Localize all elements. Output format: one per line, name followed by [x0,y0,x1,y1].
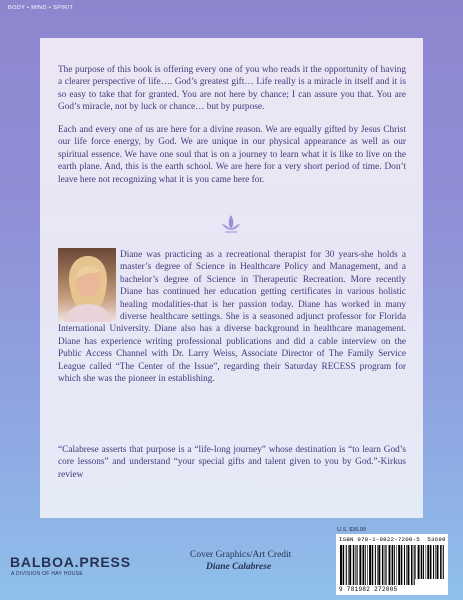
credit-label: Cover Graphics/Art Credit [190,550,292,560]
barcode [336,534,448,595]
publisher-tagline: A DIVISION OF HAY HOUSE [11,571,84,577]
credit-name: Diane Calabrese [206,562,272,572]
isbn-label: ISBN 978-1-9822-7200-5 53699 [339,536,446,543]
author-bio [58,249,406,385]
intro-paragraph-2: Each and every one of us are here for a divine reason. We are equally gifted by Jesus Christ our life force energy, by God. We are unique in our physical appearance as well as our spiritual essence. We have one soul that is on a journey to learn what it is like to live on the earth plane. And, this is the earth school. We are here for a very short period of time. Don’t leave here not recognizing what it is you came here for. [58,125,406,185]
kirkus-review: “Calabrese asserts that purpose is a “life-long journey” whose destination is “to learn God’s core lessons” and understand “your special gifts and talent given to you by God.”-Kirkus review [58,445,406,480]
category-tag: BODY • MIND • SPIRIT [8,5,74,11]
lotus-ornament-icon [220,212,242,234]
barcode-number: 9 781982 272005 [339,586,398,593]
author-bio-text: Diane was practicing as a recreational therapist for 30 years-she holds a master’s degree of Science in Healthcare Policy and Management, and a bachelor’s degree of Science in Therapeutic Recreation. More recently Diane has continued her education getting certificates in various holistic healing modalities-that is her passion today. Diane has worked in many diverse healthcare settings. She is a seasoned adjunct professor for Florida International University. Diane also has a diverse background in healthcare management. Diane has experience writing professional publications and did a cable interview on the Public Access Channel with Dr. Larry Weiss, Associate Director of The Family Service League called “The Center of the Issue”, regarding their Saturday RECESS program for which she was the pioneer in establishing. [58,250,406,385]
intro-paragraph-1: The purpose of this book is offering every one of you who reads it the opportunity of having a clearer perspective of life…. God’s greatest gift… Life really is a miracle in itself and it is so easy to take that for granted. You are not here by chance; I can assure you that. You are God’s miracle, not by luck or chance… but by purpose. [58,65,406,113]
barcode-bars [340,545,444,585]
publisher-logo: BALBOA.PRESS [10,554,131,570]
price: U.S. $36.99 [337,527,367,533]
